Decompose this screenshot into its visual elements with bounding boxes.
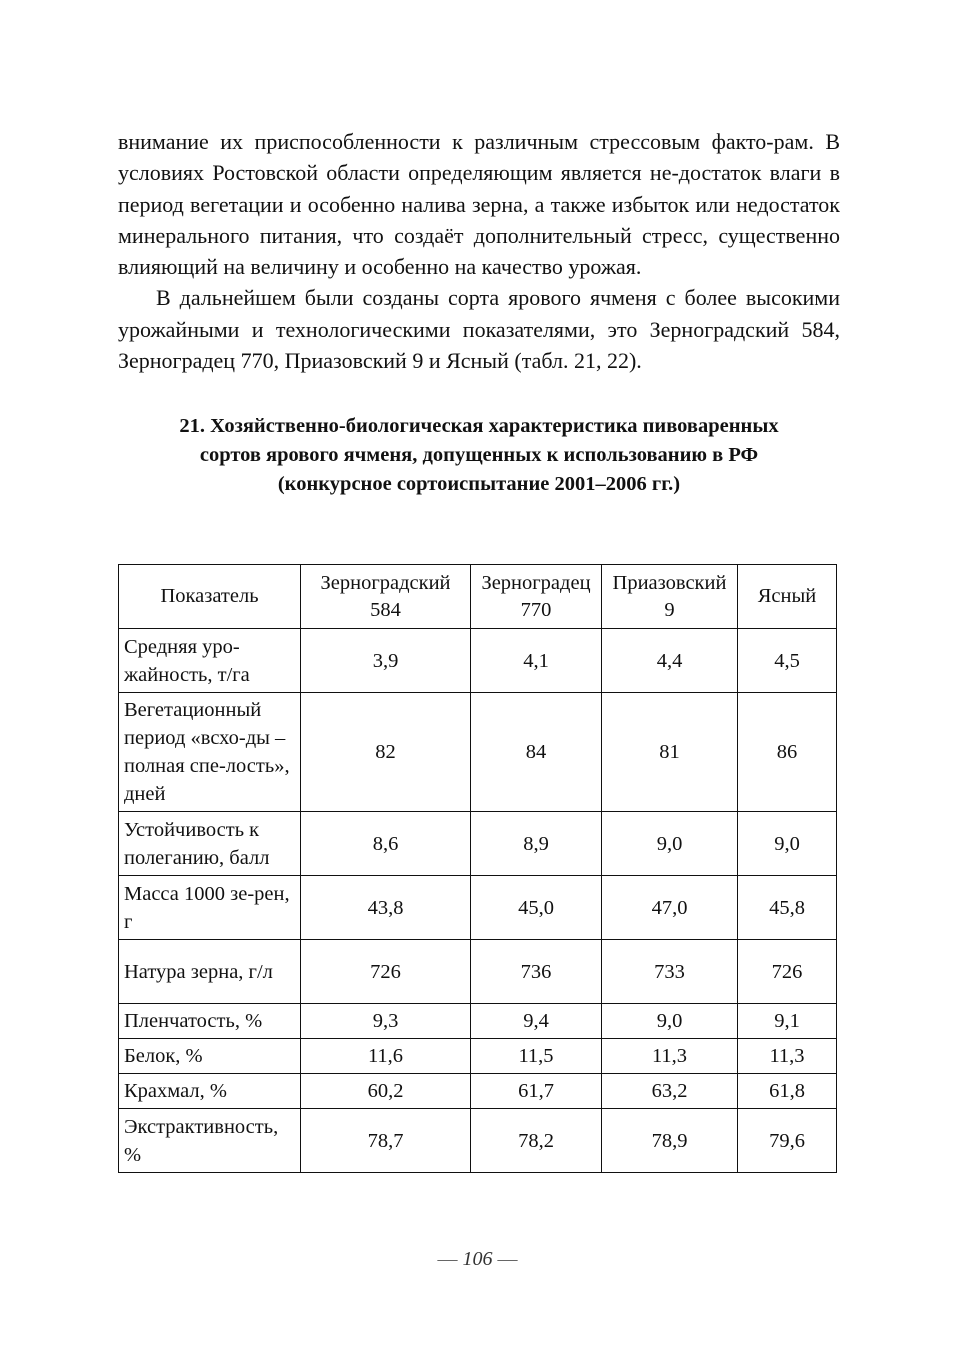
table-row [119, 876, 837, 940]
table-cell: 11,3 [738, 1039, 837, 1074]
row-label: Масса 1000 зе-рен, г [119, 876, 301, 940]
table-cell: 82 [301, 693, 471, 812]
row-label: Вегетационный период «всхо-ды – полная спе-лость», дней [119, 693, 301, 812]
row-label: Пленчатость, % [119, 1004, 301, 1039]
table-cell: 81 [602, 693, 738, 812]
row-label: Устойчивость к полеганию, балл [119, 812, 301, 876]
table-cell: 8,6 [301, 812, 471, 876]
table-cell: 3,9 [301, 629, 471, 693]
table-cell: 9,1 [738, 1004, 837, 1039]
table-cell: 9,0 [602, 812, 738, 876]
table-cell: 61,7 [471, 1074, 602, 1109]
column-header: Зерноградец 770 [471, 565, 602, 629]
column-header: Ясный [738, 565, 837, 629]
table-cell: 9,4 [471, 1004, 602, 1039]
table-row [119, 940, 837, 1004]
table-cell: 63,2 [602, 1074, 738, 1109]
row-label: Белок, % [119, 1039, 301, 1074]
table-cell: 733 [602, 940, 738, 1004]
table-cell: 4,4 [602, 629, 738, 693]
table-cell: 736 [471, 940, 602, 1004]
table-caption [118, 412, 840, 499]
page-number-dash: — [497, 1248, 518, 1270]
table-cell: 11,6 [301, 1039, 471, 1074]
table-cell: 61,8 [738, 1074, 837, 1109]
data-table [118, 564, 837, 1173]
page-content [118, 126, 840, 499]
table-cell: 11,5 [471, 1039, 602, 1074]
table-cell: 86 [738, 693, 837, 812]
table-cell: 78,2 [471, 1109, 602, 1173]
column-header: Показатель [119, 565, 301, 629]
column-header: Приазовский 9 [602, 565, 738, 629]
table-cell: 726 [738, 940, 837, 1004]
table-cell: 726 [301, 940, 471, 1004]
table-row [119, 693, 837, 812]
table-cell: 47,0 [602, 876, 738, 940]
caption-line: 21. Хозяйственно-биологическая характеристика пивоваренных [179, 415, 779, 438]
table-cell: 60,2 [301, 1074, 471, 1109]
row-label: Средняя уро-жайность, т/га [119, 629, 301, 693]
table-cell: 8,9 [471, 812, 602, 876]
table-cell: 78,7 [301, 1109, 471, 1173]
table-cell: 9,0 [602, 1004, 738, 1039]
table-row [119, 1109, 837, 1173]
table-cell: 11,3 [602, 1039, 738, 1074]
table-row [119, 1039, 837, 1074]
row-label: Натура зерна, г/л [119, 940, 301, 1004]
caption-line: (конкурсное сортоиспытание 2001–2006 гг.) [277, 473, 681, 496]
table-cell: 9,0 [738, 812, 837, 876]
table-cell: 79,6 [738, 1109, 837, 1173]
body-paragraph: внимание их приспособленности к различным стрессовым факто-рам. В условиях Ростовской области определяющим является не-достаток влаги в период вегетации и особенно налива зерна, а также избыток или недостаток минерального питания, что создаёт дополнительный стресс, существенно влияющий на величину и особенно на качество урожая. [118, 129, 840, 280]
table-cell: 78,9 [602, 1109, 738, 1173]
table-cell: 45,0 [471, 876, 602, 940]
table-row [119, 629, 837, 693]
table-header-row [119, 565, 837, 629]
table-cell: 4,1 [471, 629, 602, 693]
row-label: Крахмал, % [119, 1074, 301, 1109]
table-cell: 45,8 [738, 876, 837, 940]
table-cell: 43,8 [301, 876, 471, 940]
column-header: Зерноградский 584 [301, 565, 471, 629]
table-row [119, 1004, 837, 1039]
page-number-value: 106 [462, 1248, 493, 1270]
table-cell: 4,5 [738, 629, 837, 693]
page-number-dash: — [437, 1248, 458, 1270]
page-number [0, 1248, 955, 1271]
body-paragraph: В дальнейшем были созданы сорта ярового ячменя с более высокими урожайными и технологическими показателями, это Зерноградский 584, Зерноградец 770, Приазовский 9 и Ясный (табл. 21, 22). [118, 285, 840, 374]
table-cell: 9,3 [301, 1004, 471, 1039]
table-row [119, 1074, 837, 1109]
table-row [119, 812, 837, 876]
row-label: Экстрактивность, % [119, 1109, 301, 1173]
table-cell: 84 [471, 693, 602, 812]
caption-line: сортов ярового ячменя, допущенных к использованию в РФ [199, 444, 759, 467]
